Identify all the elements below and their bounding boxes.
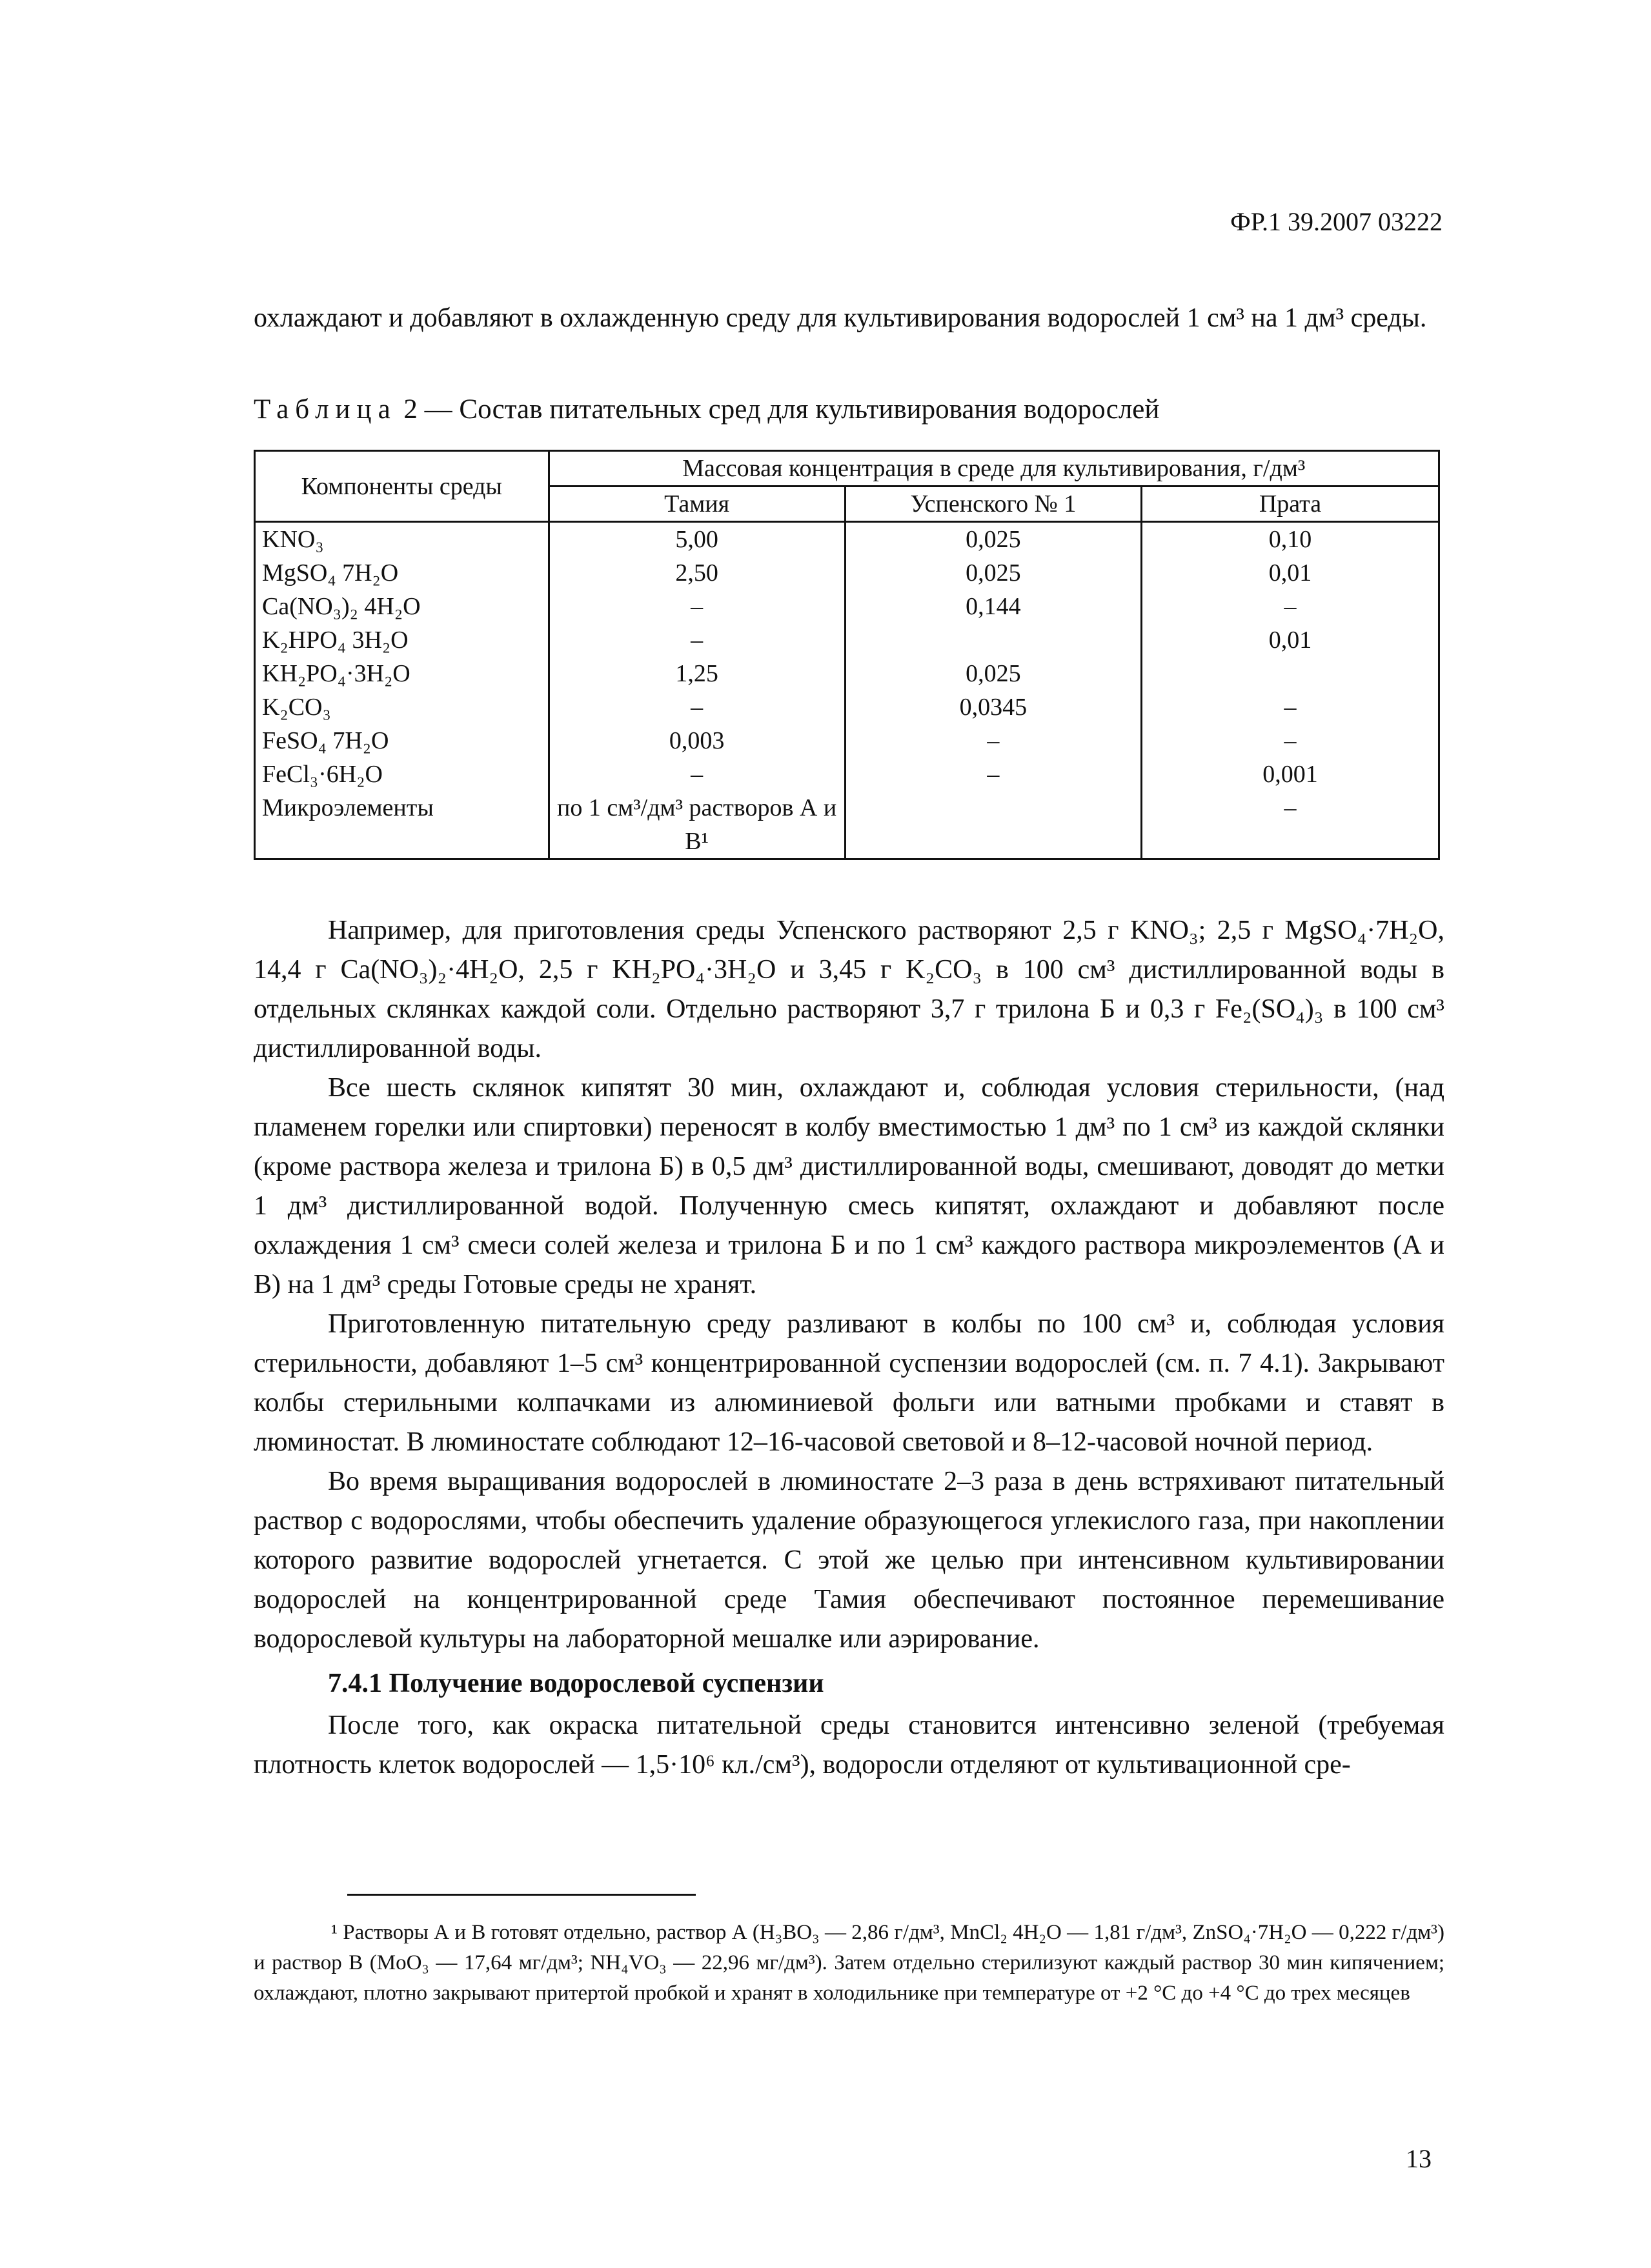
cell-component: K₂HPO₄ 3H₂O xyxy=(255,623,549,657)
cell-prata: 0,01 xyxy=(1141,556,1439,590)
cell-tamiya: по 1 см³/дм³ растворов А и В¹ xyxy=(549,791,845,859)
cell-tamiya: 0,003 xyxy=(549,724,845,758)
cell-component: KNO₃ xyxy=(255,522,549,557)
footnote-divider xyxy=(347,1894,696,1896)
paragraph: Все шесть склянок кипятят 30 мин, охлаждают и, соблюдая условия стерильности, (над пламенем горелки или спиртовки) переносят в колбу вместимостью 1 дм³ по 1 см³ из каждой склянки (кроме раствора железа и трилона Б) в 0,5 дм³ дистиллированной воды, смешивают, доводят до метки 1 дм³ дистиллированной водой. Полученную смесь кипятят, охлаждают и добавляют после охлаждения 1 см³ смеси солей железа и трилона Б и по 1 см³ каждого раствора микроэлементов (А и В) на 1 дм³ среды Готовые среды не хранят. xyxy=(254,1073,1444,1300)
table-row xyxy=(255,522,1439,557)
cell-tamiya: – xyxy=(549,690,845,724)
table-row xyxy=(255,690,1439,724)
table-caption-prefix: Таблица xyxy=(254,394,397,425)
cell-component: MgSO₄ 7H₂O xyxy=(255,556,549,590)
cell-tamiya: 5,00 xyxy=(549,522,845,557)
header-prata: Прата xyxy=(1141,487,1439,522)
cell-tamiya: – xyxy=(549,623,845,657)
table-row xyxy=(255,556,1439,590)
cell-component: Микроэлементы xyxy=(255,791,549,859)
header-concentration: Массовая концентрация в среде для культивирования, г/дм³ xyxy=(549,451,1439,487)
cell-prata: 0,001 xyxy=(1141,758,1439,791)
table-row xyxy=(255,623,1439,657)
table-caption xyxy=(254,394,1159,425)
header-component: Компоненты среды xyxy=(255,451,549,522)
cell-component: FeCl₃·6H₂O xyxy=(255,758,549,791)
section-heading: 7.4.1 Получение водорослевой суспензии xyxy=(328,1669,824,1698)
cell-uspensky: 0,025 xyxy=(845,522,1141,557)
cell-uspensky: – xyxy=(845,724,1141,758)
cell-prata: – xyxy=(1141,724,1439,758)
page-number: 13 xyxy=(1406,2144,1432,2173)
body-text xyxy=(254,911,1444,1785)
cell-tamiya: – xyxy=(549,590,845,623)
footnote: ¹ Растворы А и В готовят отдельно, раствор А (H₃BO₃ — 2,86 г/дм³, MnCl₂ 4H₂O — 1,81 г/дм³, ZnSO₄·7H₂O — 0,222 г/дм³) и раствор В (MoO₃ — 17,64 мг/дм³; NH₄VO₃ — 22,96 мг/дм³). Затем отдельно стерилизуют каждый раствор 30 мин кипячением; охлаждают, плотно закрывают притертой пробкой и хранят в холодильнике при температуре от +2 °С до +4 °С до трех месяцев xyxy=(254,1921,1444,2005)
cell-tamiya: – xyxy=(549,758,845,791)
paragraph: Во время выращивания водорослей в люминостате 2–3 раза в день встряхивают питательный раствор с водорослями, чтобы обеспечить удаление образующегося углекислого газа, при накоплении которого развитие водорослей угнетается. С этой же целью при интенсивном культивировании водорослей на концентрированной среде Тамия обеспечивают постоянное перемешивание водорослевой культуры на лабораторной мешалке или аэрирование. xyxy=(254,1467,1444,1654)
document-code: ФР.1 39.2007 03222 xyxy=(1230,207,1443,236)
cell-prata: 0,10 xyxy=(1141,522,1439,557)
cell-prata: – xyxy=(1141,690,1439,724)
header-uspensky: Успенского № 1 xyxy=(845,487,1141,522)
table-row xyxy=(255,724,1439,758)
cell-uspensky xyxy=(845,623,1141,657)
cell-uspensky: 0,025 xyxy=(845,657,1141,690)
intro-text: охлаждают и добавляют в охлажденную среду для культивирования водорослей 1 см³ на 1 дм³ среды. xyxy=(254,303,1427,333)
composition-table xyxy=(254,450,1440,860)
cell-prata xyxy=(1141,657,1439,690)
cell-prata: – xyxy=(1141,791,1439,859)
paragraph: Приготовленную питательную среду разливают в колбы по 100 см³ и, соблюдая условия стерильности, добавляют 1–5 см³ концентрированной суспензии водорослей (см. п. 7 4.1). Закрывают колбы стерильными колпачками из алюминиевой фольги или ватными пробками и ставят в люминостат. В люминостате соблюдают 12–16-часовой световой и 8–12-часовой ночной период. xyxy=(254,1309,1444,1457)
table-row xyxy=(255,758,1439,791)
table-row xyxy=(255,590,1439,623)
cell-component: Ca(NO₃)₂ 4H₂O xyxy=(255,590,549,623)
cell-prata: 0,01 xyxy=(1141,623,1439,657)
table-row xyxy=(255,657,1439,690)
cell-uspensky: 0,025 xyxy=(845,556,1141,590)
cell-tamiya: 2,50 xyxy=(549,556,845,590)
header-tamiya: Тамия xyxy=(549,487,845,522)
cell-component: FeSO₄ 7H₂O xyxy=(255,724,549,758)
table-row xyxy=(255,791,1439,859)
cell-uspensky: 0,144 xyxy=(845,590,1141,623)
cell-component: K₂CO₃ xyxy=(255,690,549,724)
cell-uspensky: 0,0345 xyxy=(845,690,1141,724)
cell-component: KH₂PO₄·3H₂O xyxy=(255,657,549,690)
paragraph: После того, как окраска питательной среды становится интенсивно зеленой (требуемая плотность клеток водорослей — 1,5·10⁶ кл./см³), водоросли отделяют от культивационной сре- xyxy=(254,1711,1444,1780)
cell-tamiya: 1,25 xyxy=(549,657,845,690)
cell-uspensky xyxy=(845,791,1141,859)
cell-prata: – xyxy=(1141,590,1439,623)
paragraph: Например, для приготовления среды Успенского растворяют 2,5 г KNO₃; 2,5 г MgSO₄·7H₂O, 14,4 г Ca(NO₃)₂·4H₂O, 2,5 г KH₂PO₄·3H₂O и 3,45 г K₂CO₃ в 100 см³ дистиллированной воды в отдельных склянках каждой соли. Отдельно растворяют 3,7 г трилона Б и 0,3 г Fe₂(SO₄)₃ в 100 см³ дистиллированной воды. xyxy=(254,916,1444,1063)
table-caption-text: 2 — Состав питательных сред для культивирования водорослей xyxy=(403,394,1160,425)
cell-uspensky: – xyxy=(845,758,1141,791)
